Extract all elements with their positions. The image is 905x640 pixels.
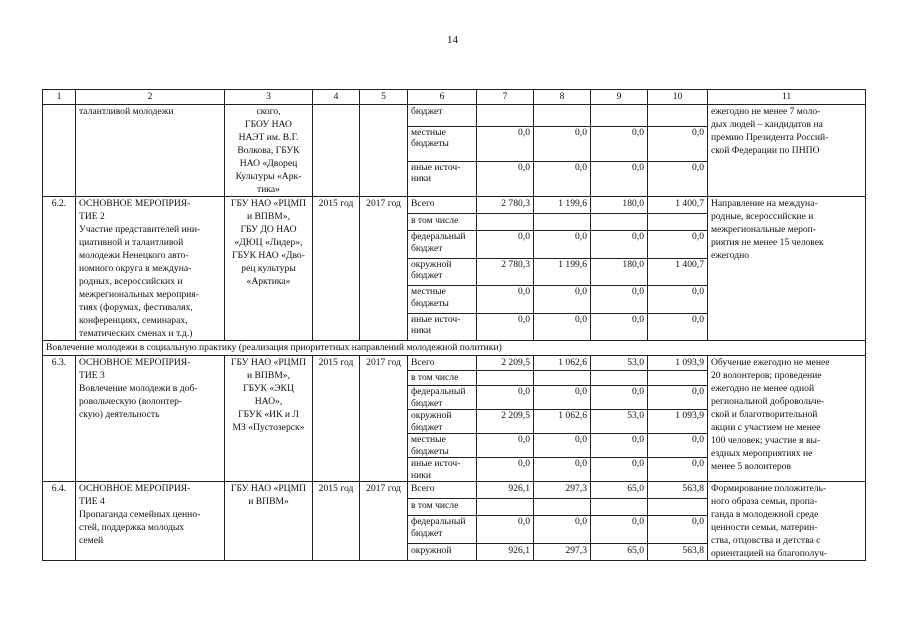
- amount-cell-8: 0,0: [534, 434, 591, 458]
- amount-cell-9: 0,0: [591, 286, 648, 313]
- funding-source-cell: [408, 371, 477, 386]
- amount-cell-7: 0,0: [477, 386, 534, 410]
- text-line: ГБУК «ЭКЦ: [243, 383, 294, 394]
- program-table: [42, 89, 866, 561]
- funding-source-cell: [408, 410, 477, 434]
- text-line: Волкова, ГБУК: [237, 145, 300, 156]
- amount-cell-9: 53,0: [591, 356, 648, 371]
- header-cell-11: 11: [708, 90, 866, 105]
- text-line: федеральный: [411, 231, 466, 243]
- text-line: ства, отцовства и детства с: [711, 535, 821, 546]
- executor-cell: [225, 482, 313, 561]
- text-line: ГБУ ДО НАО: [240, 224, 297, 235]
- amount-cell-10: [648, 214, 708, 231]
- text-line: ежегодно: [711, 250, 750, 261]
- amount-cell-9: 180,0: [591, 197, 648, 214]
- text-line: риятия не менее 15 человек: [711, 237, 824, 248]
- amount-cell-7: 0,0: [477, 231, 534, 258]
- amount-cell-7: 0,0: [477, 313, 534, 340]
- amount-cell-8: 1 062,6: [534, 410, 591, 434]
- text-line: региональной добровольче-: [711, 396, 825, 407]
- text-line: окружной: [411, 544, 452, 556]
- amount-cell-10: 0,0: [648, 286, 708, 313]
- amount-cell-8: [534, 371, 591, 386]
- amount-cell-7: [477, 371, 534, 386]
- text-line: ники: [411, 469, 432, 481]
- text-line: местные: [411, 434, 446, 445]
- text-line: ганда в молодежной среде: [711, 509, 819, 520]
- funding-source-cell: [408, 214, 477, 231]
- header-cell-4: 4: [313, 90, 360, 105]
- amount-cell-9: [591, 214, 648, 231]
- amount-cell-10: 0,0: [648, 386, 708, 410]
- amount-cell-10: 0,0: [648, 434, 708, 458]
- funding-source-cell: [408, 499, 477, 516]
- amount-cell-8: 0,0: [534, 386, 591, 410]
- text-line: ездных мероприятиях не: [711, 448, 813, 459]
- amount-cell-7: 0,0: [477, 516, 534, 543]
- text-line: бюджет: [411, 421, 443, 433]
- amount-cell-8: 0,0: [534, 126, 591, 161]
- amount-cell-7: 2 209,5: [477, 356, 534, 371]
- amount-cell-8: 297,3: [534, 482, 591, 499]
- funding-source-cell: [408, 482, 477, 499]
- row-number-cell: 6.4.: [43, 482, 76, 561]
- amount-cell-7: 2 780,3: [477, 258, 534, 285]
- text-line: конференциях, семинарах,: [79, 315, 188, 326]
- text-line: номного округа в междуна-: [79, 263, 192, 274]
- amount-cell-8: 0,0: [534, 313, 591, 340]
- amount-cell-9: 65,0: [591, 482, 648, 499]
- amount-cell-9: 0,0: [591, 161, 648, 196]
- text-line: скую) деятельность: [79, 409, 160, 420]
- amount-cell-8: 0,0: [534, 516, 591, 543]
- row-number-cell: [43, 105, 76, 197]
- amount-cell-10: 0,0: [648, 516, 708, 543]
- text-line: Культуры «Арк-: [235, 171, 302, 182]
- text-line: и ВПВМ»,: [247, 370, 290, 381]
- text-line: стей, поддержка молодых: [79, 522, 185, 533]
- text-line: ного образа семьи, пропа-: [711, 496, 818, 507]
- amount-cell-9: [591, 499, 648, 516]
- text-line: ориентацией на благополуч-: [711, 548, 828, 559]
- start-year-cell: 2015 год: [313, 197, 360, 341]
- text-line: семей: [79, 535, 104, 546]
- funding-source-cell: [408, 161, 477, 196]
- text-line: рец культуры: [241, 263, 296, 274]
- amount-cell-7: 926,1: [477, 543, 534, 560]
- amount-cell-10: 1 400,7: [648, 197, 708, 214]
- funding-source-cell: [408, 286, 477, 313]
- table-row: [43, 356, 866, 371]
- amount-cell-10: 0,0: [648, 126, 708, 161]
- amount-cell-10: 1 093,9: [648, 356, 708, 371]
- text-line: местные: [411, 126, 446, 138]
- text-line: ГБУК «ИК и Л: [238, 409, 299, 420]
- description-cell: [76, 197, 225, 341]
- text-line: ежегодно не менее одной: [711, 383, 815, 394]
- text-line: бюджеты: [411, 297, 449, 309]
- amount-cell-9: 0,0: [591, 458, 648, 482]
- text-line: окружной: [411, 410, 452, 421]
- text-line: ской Федерации по ПНПО: [711, 145, 820, 156]
- start-year-cell: 2015 год: [313, 356, 360, 482]
- amount-cell-9: 0,0: [591, 516, 648, 543]
- text-line: ГБУ НАО «РЦМП: [230, 483, 307, 494]
- amount-cell-7: 0,0: [477, 458, 534, 482]
- amount-cell-9: [591, 371, 648, 386]
- amount-cell-10: 0,0: [648, 231, 708, 258]
- amount-cell-8: 1 062,6: [534, 356, 591, 371]
- text-line: НАЭТ им. В.Г.: [238, 132, 299, 143]
- text-line: ОСНОВНОЕ МЕРОПРИЯ-: [79, 357, 191, 368]
- amount-cell-8: 0,0: [534, 458, 591, 482]
- funding-source-cell: [408, 386, 477, 410]
- executor-cell: [225, 105, 313, 197]
- text-line: родных, всероссийских и: [79, 276, 183, 287]
- amount-cell-10: 563,8: [648, 543, 708, 560]
- funding-source-cell: [408, 458, 477, 482]
- text-line: бюджет: [411, 106, 443, 117]
- text-line: ГБОУ НАО: [245, 119, 292, 130]
- text-line: федеральный: [411, 386, 466, 397]
- amount-cell-9: [591, 105, 648, 127]
- text-line: Обучение ежегодно не менее: [711, 357, 830, 368]
- start-year-cell: [313, 105, 360, 197]
- description-cell: [76, 356, 225, 482]
- text-line: ОСНОВНОЕ МЕРОПРИЯ-: [79, 483, 191, 494]
- executor-cell: [225, 197, 313, 341]
- amount-cell-7: 0,0: [477, 161, 534, 196]
- amount-cell-7: 0,0: [477, 434, 534, 458]
- result-cell: [708, 197, 866, 341]
- text-line: ежегодно не менее 7 моло-: [711, 106, 821, 117]
- amount-cell-7: 0,0: [477, 126, 534, 161]
- amount-cell-10: [648, 371, 708, 386]
- amount-cell-10: 563,8: [648, 482, 708, 499]
- amount-cell-10: 0,0: [648, 458, 708, 482]
- text-line: ГБУК НАО «Дво-: [232, 250, 305, 261]
- text-line: тика»: [257, 184, 280, 195]
- text-line: ТИЕ 2: [79, 211, 105, 222]
- funding-source-cell: [408, 543, 477, 560]
- text-line: 100 человек; участие в вы-: [711, 435, 821, 446]
- amount-cell-8: 297,3: [534, 543, 591, 560]
- text-line: родные, всероссийские и: [711, 211, 814, 222]
- text-line: в том числе: [411, 215, 459, 227]
- page-number: 14: [447, 34, 458, 46]
- text-line: Участие представителей ини-: [79, 224, 201, 235]
- text-line: тиях (форумах, фестивалях,: [79, 302, 193, 313]
- text-line: Формирование положитель-: [711, 483, 827, 494]
- text-line: ГБУ НАО «РЦМП: [230, 357, 307, 368]
- text-line: Всего: [411, 357, 435, 368]
- text-line: ОСНОВНОЕ МЕРОПРИЯ-: [79, 198, 191, 209]
- description-cell: [76, 482, 225, 561]
- text-line: иные источ-: [411, 313, 461, 325]
- text-line: молодежи Ненецкого авто-: [79, 250, 189, 261]
- amount-cell-7: [477, 105, 534, 127]
- funding-source-cell: [408, 231, 477, 258]
- amount-cell-10: 1 400,7: [648, 258, 708, 285]
- text-line: менее 5 волонтеров: [711, 461, 792, 472]
- funding-source-cell: [408, 197, 477, 214]
- amount-cell-7: 2 780,3: [477, 197, 534, 214]
- text-line: акции с участием не менее: [711, 422, 821, 433]
- description-cell: талантливой молодежи: [76, 105, 225, 197]
- amount-cell-10: [648, 499, 708, 516]
- text-line: НАО «Дворец: [239, 158, 298, 169]
- amount-cell-9: 0,0: [591, 126, 648, 161]
- text-line: бюджет: [411, 397, 443, 409]
- text-line: МЗ «Пустозерск»: [232, 422, 305, 433]
- text-line: бюджеты: [411, 138, 449, 150]
- text-line: ценности семьи, материн-: [711, 522, 818, 533]
- section-title: Вовлечение молодежи в социальную практику (реализация приоритетных направлений молодежной политики): [43, 341, 866, 356]
- funding-source-cell: [408, 126, 477, 161]
- amount-cell-8: 0,0: [534, 286, 591, 313]
- amount-cell-9: 180,0: [591, 258, 648, 285]
- text-line: иные источ-: [411, 458, 461, 469]
- header-cell-5: 5: [360, 90, 408, 105]
- text-line: 20 волонтеров; проведение: [711, 370, 822, 381]
- executor-cell: [225, 356, 313, 482]
- funding-source-cell: [408, 356, 477, 371]
- text-line: «Арктика»: [246, 276, 291, 287]
- table-row: [43, 105, 866, 127]
- section-row: [43, 341, 866, 356]
- text-line: ского,: [256, 106, 281, 117]
- amount-cell-9: 0,0: [591, 434, 648, 458]
- text-line: Всего: [411, 483, 435, 494]
- text-line: Вовлечение молодежи в доб-: [79, 383, 198, 394]
- text-line: циативной и талантливой: [79, 237, 184, 248]
- text-line: ской и благотворительной: [711, 409, 818, 420]
- text-line: в том числе: [411, 500, 459, 512]
- header-cell-8: 8: [534, 90, 591, 105]
- text-line: бюджеты: [411, 445, 449, 457]
- header-cell-10: 10: [648, 90, 708, 105]
- header-cell-2: 2: [76, 90, 225, 105]
- amount-cell-10: 0,0: [648, 161, 708, 196]
- table-row: [43, 482, 866, 499]
- text-line: ники: [411, 325, 432, 337]
- table-row: [43, 197, 866, 214]
- amount-cell-7: 926,1: [477, 482, 534, 499]
- funding-source-cell: [408, 516, 477, 543]
- result-cell: [708, 105, 866, 197]
- header-cell-7: 7: [477, 90, 534, 105]
- amount-cell-10: [648, 105, 708, 127]
- amount-cell-7: [477, 214, 534, 231]
- result-cell: [708, 482, 866, 561]
- text-line: Направление на междуна-: [711, 198, 818, 209]
- text-line: федеральный: [411, 516, 466, 528]
- text-line: межрегиональных мероприя-: [79, 289, 199, 300]
- text-line: «ДЮЦ «Лидер»,: [234, 237, 303, 248]
- funding-source-cell: [408, 105, 477, 127]
- text-line: тематических сменах и т.д.): [79, 328, 193, 339]
- funding-source-cell: [408, 258, 477, 285]
- amount-cell-9: 0,0: [591, 313, 648, 340]
- result-cell: [708, 356, 866, 482]
- amount-cell-9: 65,0: [591, 543, 648, 560]
- amount-cell-9: 0,0: [591, 231, 648, 258]
- text-line: ТИЕ 3: [79, 370, 105, 381]
- amount-cell-7: 2 209,5: [477, 410, 534, 434]
- text-line: межрегиональные мероп-: [711, 224, 817, 235]
- amount-cell-9: 0,0: [591, 386, 648, 410]
- text-line: и ВПВМ»,: [247, 211, 290, 222]
- text-line: и ВПВМ»: [248, 496, 289, 507]
- text-line: дых людей – кандидатов на: [711, 119, 823, 130]
- header-cell-1: 1: [43, 90, 76, 105]
- text-line: бюджет: [411, 270, 443, 282]
- amount-cell-8: [534, 499, 591, 516]
- amount-cell-7: 0,0: [477, 286, 534, 313]
- text-line: Всего: [411, 198, 435, 209]
- end-year-cell: 2017 год: [360, 482, 408, 561]
- amount-cell-8: 0,0: [534, 161, 591, 196]
- text-line: ГБУ НАО «РЦМП: [230, 198, 307, 209]
- funding-source-cell: [408, 313, 477, 340]
- row-number-cell: 6.3.: [43, 356, 76, 482]
- text-line: окружной: [411, 258, 452, 270]
- text-line: Пропаганда семейных ценно-: [79, 509, 201, 520]
- text-line: бюджет: [411, 527, 443, 539]
- amount-cell-9: 53,0: [591, 410, 648, 434]
- text-line: бюджет: [411, 242, 443, 254]
- amount-cell-8: 1 199,6: [534, 258, 591, 285]
- text-line: ники: [411, 173, 432, 185]
- text-line: ровольческую (волонтер-: [79, 396, 183, 407]
- header-cell-9: 9: [591, 90, 648, 105]
- end-year-cell: 2017 год: [360, 356, 408, 482]
- text-line: премию Президента Россий-: [711, 132, 829, 143]
- amount-cell-8: [534, 105, 591, 127]
- header-cell-3: 3: [225, 90, 313, 105]
- funding-source-cell: [408, 434, 477, 458]
- start-year-cell: 2015 год: [313, 482, 360, 561]
- text-line: иные источ-: [411, 161, 461, 173]
- amount-cell-8: 1 199,6: [534, 197, 591, 214]
- amount-cell-8: [534, 214, 591, 231]
- amount-cell-7: [477, 499, 534, 516]
- amount-cell-10: 1 093,9: [648, 410, 708, 434]
- row-number-cell: 6.2.: [43, 197, 76, 341]
- end-year-cell: [360, 105, 408, 197]
- end-year-cell: 2017 год: [360, 197, 408, 341]
- amount-cell-10: 0,0: [648, 313, 708, 340]
- header-cell-6: 6: [408, 90, 477, 105]
- amount-cell-8: 0,0: [534, 231, 591, 258]
- text-line: в том числе: [411, 372, 459, 383]
- text-line: местные: [411, 286, 446, 298]
- text-line: ТИЕ 4: [79, 496, 105, 507]
- text-line: НАО»,: [254, 396, 283, 407]
